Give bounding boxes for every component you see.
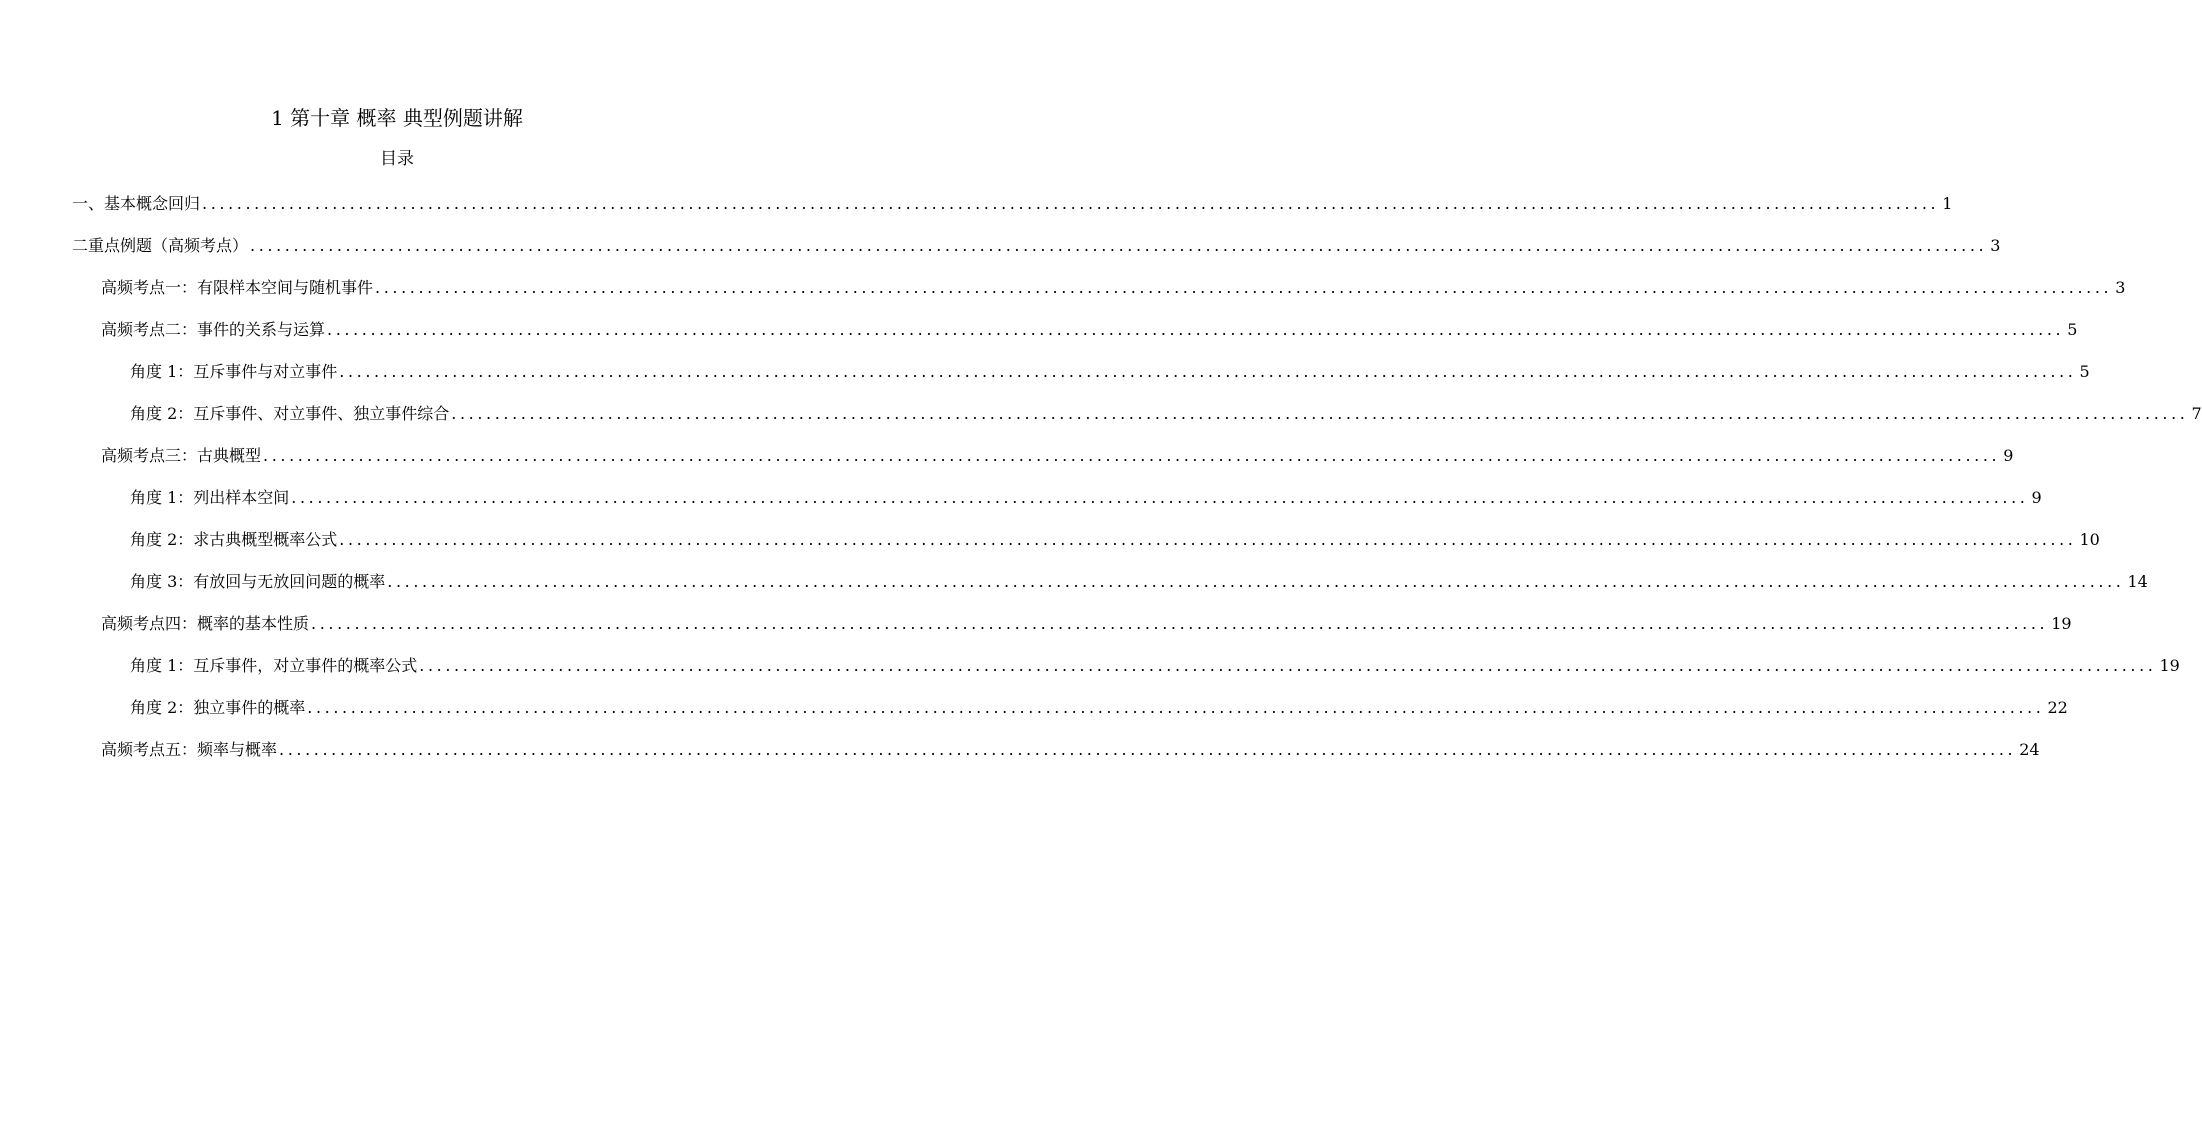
toc-entry-page: 3 <box>1990 236 2001 255</box>
toc-entry-text: 角度 2：求古典概型概率公式 <box>130 530 338 549</box>
toc-entry-text: 角度 1：列出样本空间 <box>130 488 290 507</box>
toc-entry[interactable] <box>72 232 2001 258</box>
toc-entry[interactable] <box>130 400 2202 426</box>
toc-entry[interactable] <box>101 316 2078 342</box>
toc-entry[interactable] <box>101 736 2040 762</box>
toc-entry[interactable] <box>101 610 2072 636</box>
toc-dot-leader: ........................................................................................................................................................................................................ <box>327 320 2065 339</box>
toc-entry-text: 角度 1：互斥事件，对立事件的概率公式 <box>130 656 418 675</box>
toc-entry-text: 高频考点三：古典概型 <box>101 446 262 465</box>
toc-entry-page: 5 <box>2067 320 2078 339</box>
toc-dot-leader: ........................................................................................................................................................................................................ <box>387 572 2125 591</box>
toc-entry-text: 角度 1：互斥事件与对立事件 <box>130 362 338 381</box>
toc-entry[interactable] <box>130 568 2148 594</box>
toc-entry[interactable] <box>72 190 1953 216</box>
toc-heading: 目录 <box>380 149 414 169</box>
toc-dot-leader: ........................................................................................................................................................................................................ <box>451 404 2189 423</box>
toc-entry-text: 角度 2：互斥事件、对立事件、独立事件综合 <box>130 404 450 423</box>
toc-entry[interactable] <box>130 358 2090 384</box>
toc-entry-text: 角度 3：有放回与无放回问题的概率 <box>130 572 386 591</box>
toc-entry-text: 高频考点一：有限样本空间与随机事件 <box>101 278 374 297</box>
toc-entry[interactable] <box>130 652 2180 678</box>
toc-dot-leader: ........................................................................................................................................................................................................ <box>419 656 2157 675</box>
toc-entry[interactable] <box>101 274 2126 300</box>
toc-entry-page: 19 <box>2051 614 2072 633</box>
toc-entry-text: 二重点例题（高频考点） <box>72 236 249 255</box>
toc-entry-page: 10 <box>2079 530 2100 549</box>
toc-entry-text: 一、基本概念回归 <box>72 194 201 213</box>
toc-entry[interactable] <box>130 484 2042 510</box>
toc-dot-leader: ........................................................................................................................................................................................................ <box>307 698 2045 717</box>
toc-dot-leader: ........................................................................................................................................................................................................ <box>263 446 2001 465</box>
toc-entry-page: 24 <box>2019 740 2040 759</box>
toc-entry-page: 1 <box>1942 194 1953 213</box>
toc-dot-leader: ........................................................................................................................................................................................................ <box>250 236 1988 255</box>
toc-dot-leader: ........................................................................................................................................................................................................ <box>291 488 2029 507</box>
toc-entry[interactable] <box>101 442 2014 468</box>
toc-entry[interactable] <box>130 694 2068 720</box>
toc-entry-page: 7 <box>2191 404 2202 423</box>
toc-dot-leader: ........................................................................................................................................................................................................ <box>339 530 2077 549</box>
toc-entry-text: 高频考点四：概率的基本性质 <box>101 614 310 633</box>
toc-entry-page: 5 <box>2079 362 2090 381</box>
toc-entry[interactable] <box>130 526 2100 552</box>
toc-entry-page: 22 <box>2047 698 2068 717</box>
toc-entry-page: 9 <box>2003 446 2014 465</box>
toc-dot-leader: ........................................................................................................................................................................................................ <box>339 362 2077 381</box>
toc-dot-leader: ........................................................................................................................................................................................................ <box>375 278 2113 297</box>
document-title: 1 第十章 概率 典型例题讲解 <box>271 106 523 130</box>
toc-entry-page: 9 <box>2031 488 2042 507</box>
toc-dot-leader: ........................................................................................................................................................................................................ <box>202 194 1940 213</box>
toc-entry-page: 3 <box>2115 278 2126 297</box>
toc-entry-text: 角度 2：独立事件的概率 <box>130 698 306 717</box>
toc-entry-text: 高频考点五：频率与概率 <box>101 740 278 759</box>
toc-entry-page: 19 <box>2159 656 2180 675</box>
toc-dot-leader: ........................................................................................................................................................................................................ <box>311 614 2049 633</box>
toc-entry-page: 14 <box>2127 572 2148 591</box>
toc-dot-leader: ........................................................................................................................................................................................................ <box>279 740 2017 759</box>
toc-entry-text: 高频考点二：事件的关系与运算 <box>101 320 326 339</box>
